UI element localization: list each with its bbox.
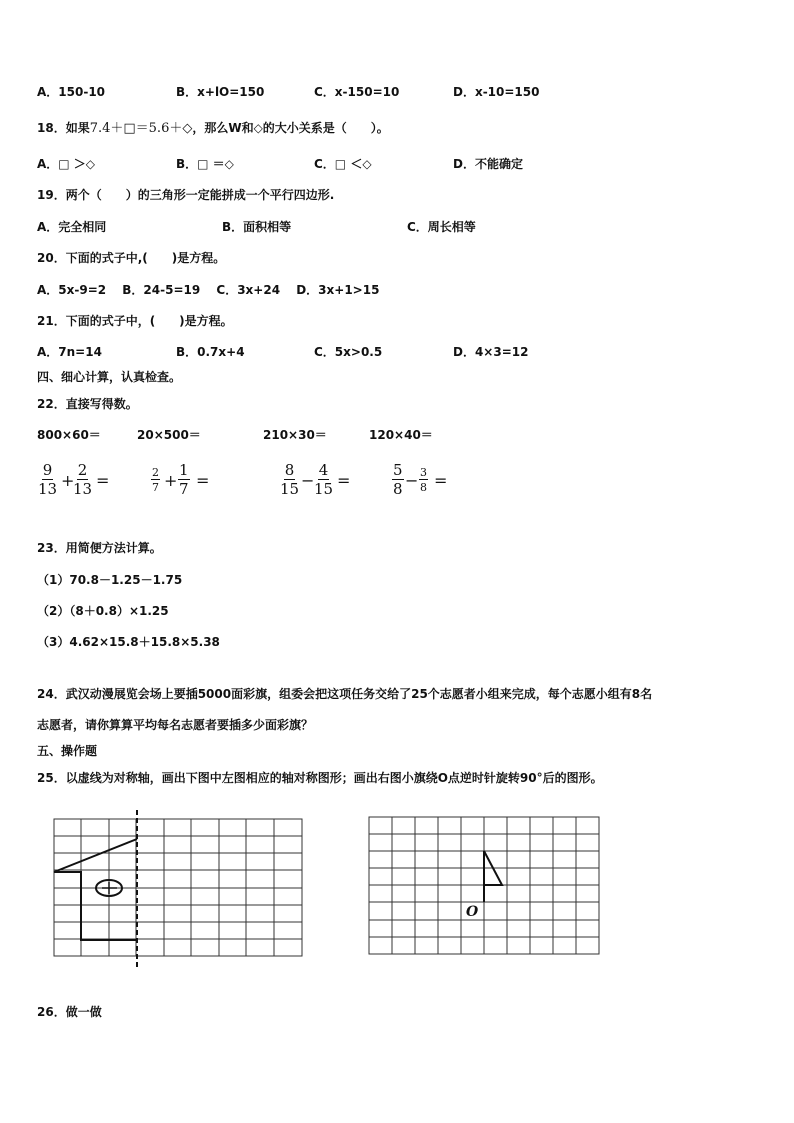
denominator: 8 [393,480,403,498]
q24-stem-line-1: 24．武汉动漫展览会场上要插5000面彩旗，组委会把这项任务交给了25个志愿者小组来完成，每个志愿小组有8名 [37,687,653,701]
q23-part-1: （1）70.8－1.25－1.75 [37,573,183,587]
q18-stem-expression: 7.4＋□＝5.6＋◇ [89,121,193,136]
numerator: 2 [152,466,159,479]
numerator: 2 [77,461,88,479]
q24-stem-line-2: 志愿者，请你算算平均每名志愿者要插多少面彩旗？ [37,718,314,732]
numerator: 4 [318,461,329,479]
q18-option-c: C．□ ＜◇ [314,157,372,171]
q23-part-3: （3）4.62×15.8＋15.8×5.38 [37,635,220,649]
q22-calc-2: 20×500＝ [137,428,201,442]
q22-operator-1: + [61,471,75,490]
q23-part-2: （2）（8＋0.8）×1.25 [37,604,169,618]
q26-stem: 26．做一做 [37,1005,102,1019]
denominator: 13 [38,480,58,498]
numerator: 9 [42,461,53,479]
q22-calc-3: 210×30＝ [263,428,327,442]
q17-option-a: A．150-10 [37,85,106,99]
q22-calc-4: 120×40＝ [369,428,433,442]
denominator: 7 [152,481,159,494]
q19-option-a: A．完全相同 [37,220,107,234]
q22-operator-4: − [405,471,419,490]
q19-stem: 19．两个（ ）的三角形一定能拼成一个平行四边形. [37,188,335,202]
q22-calc-1: 800×60＝ [37,428,101,442]
q22-operator-3: − [301,471,315,490]
q22-operator-2: + [164,471,178,490]
q18-option-d: D．不能确定 [453,157,523,171]
denominator: 15 [314,480,334,498]
q21-option-b: B．0.7x+4 [176,345,245,359]
numerator: 8 [284,461,295,479]
q18-stem-prefix: 18．如果 [37,121,90,135]
small-flag-shape [484,851,502,902]
q19-option-b: B．面积相等 [222,220,292,234]
section-5-heading: 五、操作题 [37,744,98,758]
q22-equals-4: = [434,471,448,490]
q17-option-d: D．x-10=150 [453,85,540,99]
q18-option-a: A．□ ＞◇ [37,157,96,171]
q22-equals-3: = [337,471,351,490]
q17-option-b: B．x+lO=150 [176,85,265,99]
numerator: 3 [420,466,427,479]
denominator: 8 [420,481,427,494]
point-o-label: O [466,904,479,920]
q21-option-a: A．7n=14 [37,345,102,359]
denominator: 7 [179,480,189,498]
q18-option-b: B．□ ＝◇ [176,157,234,171]
denominator: 13 [73,480,93,498]
q21-stem: 21．下面的式子中，( )是方程。 [37,314,233,328]
q22-equals-2: = [196,471,210,490]
numerator: 5 [393,461,403,479]
q23-stem: 23．用简便方法计算。 [37,541,162,555]
q20-stem: 20．下面的式子中,( )是方程。 [37,251,226,265]
numerator: 1 [179,461,189,479]
denominator: 15 [280,480,300,498]
q21-option-d: D．4×3=12 [453,345,529,359]
q25-stem: 25．以虚线为对称轴，画出下图中左图相应的轴对称图形；画出右图小旗绕O点逆时针旋转90°后的图形。 [37,771,603,785]
q20-options: A．5x-9=2 B．24-5=19 C．3x+24 D．3x+1>15 [37,283,380,297]
q21-option-c: C．5x>0.5 [314,345,383,359]
q22-stem: 22．直接写得数。 [37,397,138,411]
q18-stem-suffix: ，那么W和◇的大小关系是（ ）。 [192,121,389,135]
q19-option-c: C．周长相等 [407,220,476,234]
section-4-heading: 四、细心计算，认真检查。 [37,370,182,384]
q17-option-c: C．x-150=10 [314,85,400,99]
q22-equals-1: = [96,471,110,490]
